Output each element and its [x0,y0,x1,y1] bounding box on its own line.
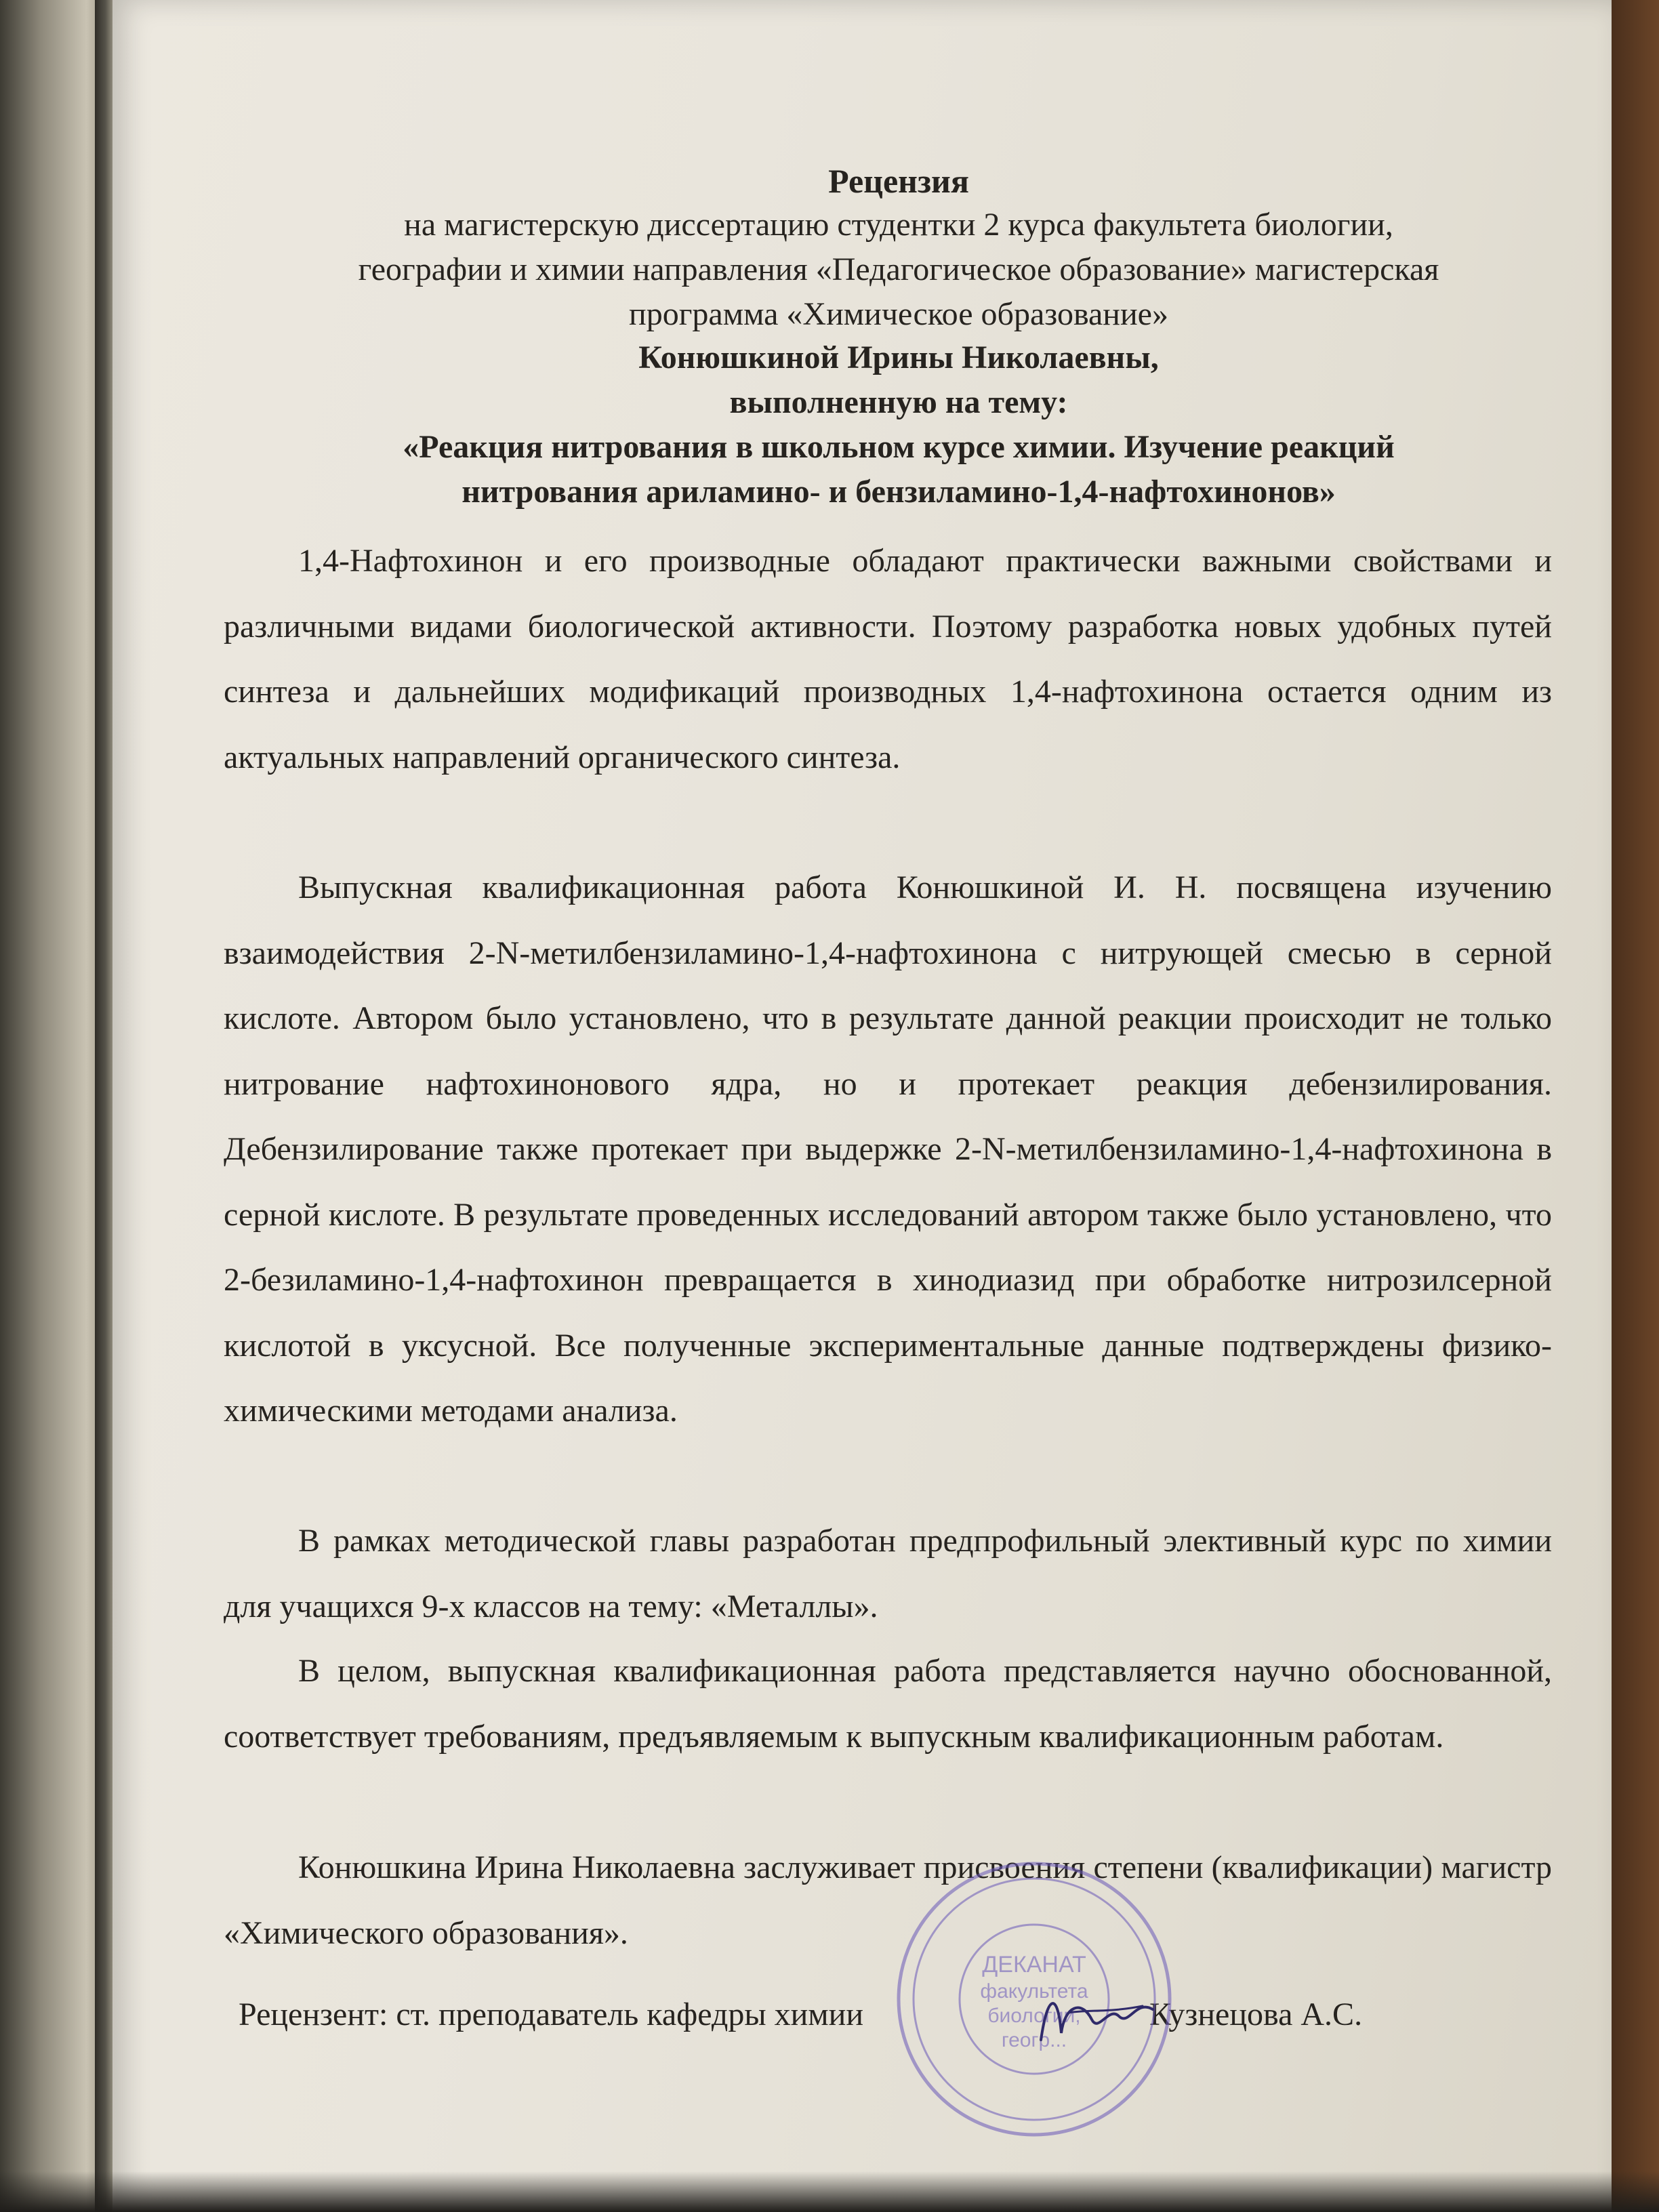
paragraph-methodology: В рамках методической главы разработан предпрофильный элективный курс по химии для учащихся 9-х классов на тему: «Металлы». [224,1523,1552,1624]
stamp-line-3: биологии, [987,2005,1081,2027]
left-page-edge [0,0,102,2212]
subtitle-line-2: географии и химии направления «Педагогическое образование» магистерская [358,251,1439,287]
paragraph-conclusion: Конюшкина Ирина Николаевна заслуживает присвоения степени (квалификации) магистр «Химического образования». [224,1849,1552,1951]
document-title: Рецензия [828,162,969,200]
handwritten-signature [1027,1979,1163,2060]
topic-line-1: «Реакция нитрования в школьном курсе химии. Изучение реакций [403,429,1395,465]
paragraph-intro: 1,4-Нафтохинон и его производные обладают практически важными свойствами и различными видами биологической активности. Поэтому разработка новых удобных путей синтеза и дальнейших модификаций производных 1,4-нафтохинона остается одним из актуальных направлений органического синтеза. [224,543,1552,775]
stamp-line-4: геогр... [1001,2029,1067,2051]
paragraph-assessment: В целом, выпускная квалификационная работа представляется научно обоснованной, соответствует требованиям, предъявляемым к выпускным квалификационным работам. [224,1653,1552,1755]
book-cover-edge [1612,0,1659,2212]
student-name: Конюшкиной Ирины Николаевны, [638,340,1159,375]
book-spine [95,0,112,2212]
subtitle-line-1: на магистерскую диссертацию студентки 2 курса факультета биологии, [404,207,1393,243]
reviewer-name: Кузнецова А.С. [1149,1996,1363,2032]
topic-intro: выполненную на тему: [729,384,1068,420]
document-page [112,0,1612,2212]
stamp-line-2: факультета [980,1980,1088,2003]
table-edge-shadow [0,2171,1659,2212]
stamp-line-1: ДЕКАНАТ [982,1952,1086,1978]
subtitle-line-3: программа «Химическое образование» [629,296,1168,332]
reviewer-label: Рецензент: ст. преподаватель кафедры химии [239,1996,864,2032]
paragraph-research: Выпускная квалификационная работа Конюшкиной И. Н. посвящена изучению взаимодействия 2-N-метилбензиламино-1,4-нафтохинона с нитрующей смесью в серной кислоте. Автором было установлено, что в результате данной реакции происходит не только нитрование нафтохинонового ядра, но и протекает реакция дебензилирования. Дебензилирование также протекает при выдержке 2-N-метилбензиламино-1,4-нафтохинона в серной кислоте. В результате проведенных исследований автором также было установлено, что 2-безиламино-1,4-нафтохинон превращается в хинодиазид при обработке нитрозилсерной кислотой в уксусной. Все полученные экспериментальные данные подтверждены физико-химическими методами анализа. [224,869,1552,1429]
topic-line-2: нитрования ариламино- и бензиламино-1,4-нафтохинонов» [462,474,1336,510]
